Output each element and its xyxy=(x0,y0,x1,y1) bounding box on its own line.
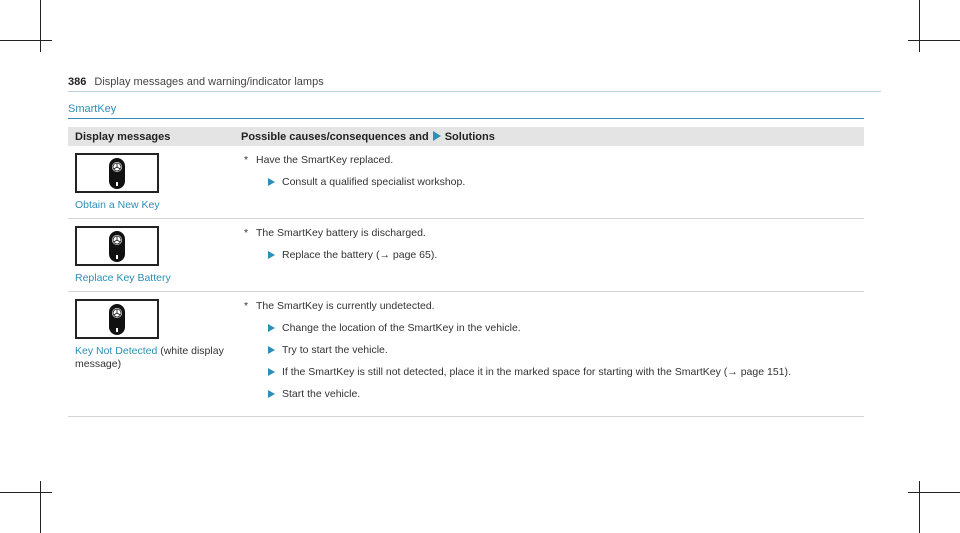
smartkey-icon xyxy=(75,226,159,266)
solution-step xyxy=(244,366,857,379)
step-text: If the SmartKey is still not detected, place it in the marked space for starting with the SmartKey (→ page 151). xyxy=(282,366,791,378)
solution-step xyxy=(244,322,857,335)
crop-mark xyxy=(40,0,41,52)
cause-item xyxy=(244,300,857,313)
table-row xyxy=(68,219,864,292)
step-text: Try to start the vehicle. xyxy=(282,344,388,356)
play-arrow-icon xyxy=(268,251,275,259)
cause-marker: * xyxy=(244,154,249,166)
message-cell xyxy=(68,292,234,417)
message-name: Key Not Detected xyxy=(75,345,158,357)
solution-cell xyxy=(234,292,864,417)
solution-step xyxy=(244,176,857,189)
solution-step xyxy=(244,344,857,357)
message-label xyxy=(75,272,227,285)
message-label xyxy=(75,345,227,371)
cause-marker: * xyxy=(244,300,249,312)
crop-mark xyxy=(0,40,52,41)
crop-mark xyxy=(919,0,920,52)
cause-item xyxy=(244,154,857,167)
step-text: Replace the battery (→ page 65). xyxy=(282,249,438,261)
message-cell xyxy=(68,219,234,292)
crop-mark xyxy=(0,492,52,493)
message-cell xyxy=(68,146,234,219)
table-row xyxy=(68,146,864,219)
play-arrow-icon xyxy=(433,131,441,141)
message-name: Obtain a New Key xyxy=(75,199,160,211)
step-text: Start the vehicle. xyxy=(282,388,361,400)
table-row xyxy=(68,292,864,417)
play-arrow-icon xyxy=(268,324,275,332)
step-text: Change the location of the SmartKey in the vehicle. xyxy=(282,322,521,334)
message-label xyxy=(75,199,227,212)
col-header-solutions-text: Solutions xyxy=(444,130,495,143)
play-arrow-icon xyxy=(268,390,275,398)
col-header-display-messages: Display messages xyxy=(68,127,234,146)
cause-item xyxy=(244,227,857,240)
message-suffix: (white display message) xyxy=(75,345,224,370)
table-header-row xyxy=(68,127,864,146)
crop-mark xyxy=(40,481,41,533)
cause-text: Have the SmartKey replaced. xyxy=(256,154,394,166)
step-text: Consult a qualified specialist workshop. xyxy=(282,176,466,188)
smartkey-icon xyxy=(75,153,159,193)
solution-cell xyxy=(234,146,864,219)
page-number: 386 xyxy=(68,76,87,88)
cause-marker: * xyxy=(244,227,249,239)
play-arrow-icon xyxy=(268,368,275,376)
solution-step xyxy=(244,388,857,401)
cause-text: The SmartKey is currently undetected. xyxy=(256,300,435,312)
section-divider xyxy=(68,118,864,119)
col-header-causes-text: Possible causes/consequences and xyxy=(241,130,429,143)
solution-cell xyxy=(234,219,864,292)
cause-text: The SmartKey battery is discharged. xyxy=(256,227,426,239)
messages-table xyxy=(68,127,864,417)
crop-mark xyxy=(919,481,920,533)
page-header xyxy=(68,76,324,88)
header-divider xyxy=(68,91,881,92)
smartkey-icon xyxy=(75,299,159,339)
crop-mark xyxy=(908,40,960,41)
col-header-causes xyxy=(234,127,864,146)
play-arrow-icon xyxy=(268,178,275,186)
crop-mark xyxy=(908,492,960,493)
message-name: Replace Key Battery xyxy=(75,272,171,284)
play-arrow-icon xyxy=(268,346,275,354)
solution-step xyxy=(244,249,857,262)
chapter-title: Display messages and warning/indicator lamps xyxy=(94,76,324,88)
section-title: SmartKey xyxy=(68,103,117,115)
